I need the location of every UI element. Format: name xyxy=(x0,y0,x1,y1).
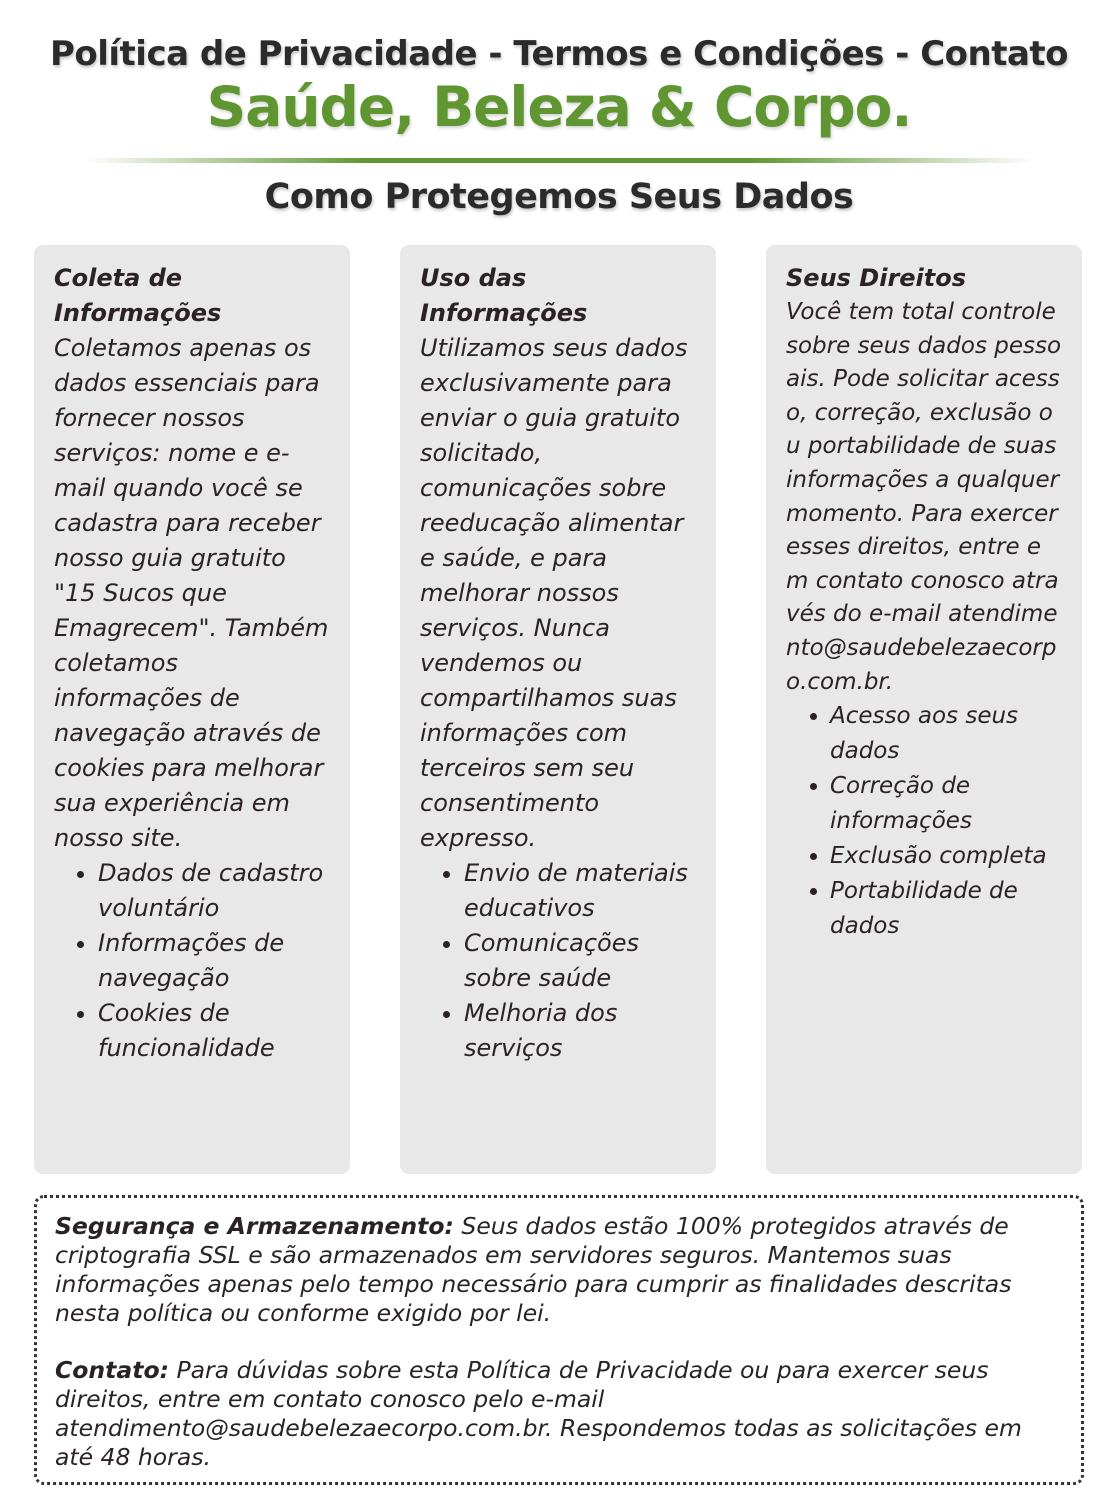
card-title: Coleta de Informações xyxy=(54,264,222,327)
list-item: • Cookies de funcionalidade xyxy=(98,996,330,1066)
card-title: Seus Direitos xyxy=(786,264,967,292)
card-body: Você tem total controle sobre seus dados pessoais. Pode solicitar acesso, correção, exclusão ou portabilidade de suas informações a qualquer momento. Para exercer esses direitos, entre em contato conosco através do e-mail atendimento@saudebelezaecorpo.com.br. xyxy=(786,299,1062,695)
top-nav-title: Política de Privacidade - Termos e Condições - Contato xyxy=(49,34,1069,74)
card-usage xyxy=(400,245,716,1174)
card-title: Uso das Informações xyxy=(420,264,588,327)
security-label: Segurança e Armazenamento: xyxy=(55,1212,454,1240)
card-body: Utilizamos seus dados exclusivamente para enviar o guia gratuito solicitado, comunicações sobre reeducação alimentar e saúde, e para melhorar nossos serviços. Nunca vendemos ou compartilhamos suas informações com terceiros sem seu consentimento expresso. xyxy=(420,334,688,852)
card-list xyxy=(54,856,330,1066)
card-collection xyxy=(34,245,350,1174)
divider-line xyxy=(84,158,1034,163)
list-item: • Correção de informações xyxy=(830,769,1062,839)
security-text: Seus dados estão 100% protegidos através de criptografia SSL e são armazenados em servidores seguros. Mantemos suas informações apenas pelo tempo necessário para cumprir as finalidades descritas nesta política ou conforme exigido por lei. xyxy=(55,1212,1012,1327)
card-list xyxy=(420,856,696,1066)
card-rights xyxy=(766,245,1082,1174)
page-header xyxy=(0,0,1118,217)
section-title: Como Protegemos Seus Dados xyxy=(264,177,854,217)
contact-text: Para dúvidas sobre esta Política de Privacidade ou para exercer seus direitos, entre em contato conosco pelo e-mail atendimento@saudebelezaecorpo.com.br. Respondemos todas as solicitações em até 48 horas. xyxy=(55,1356,1022,1471)
list-item: • Dados de cadastro voluntário xyxy=(98,856,330,926)
list-item: • Envio de materiais educativos xyxy=(464,856,696,926)
list-item: • Comunicações sobre saúde xyxy=(464,926,696,996)
contact-label: Contato: xyxy=(55,1356,169,1384)
list-item: • Portabilidade de dados xyxy=(830,874,1062,944)
card-body: Coletamos apenas os dados essenciais para fornecer nossos serviços: nome e e-mail quando você se cadastra para receber nosso guia gratuito "15 Sucos que Emagrecem". Também coletamos informações de navegação através de cookies para melhorar sua experiência em nosso site. xyxy=(54,334,329,852)
card-list xyxy=(786,699,1062,944)
contact-paragraph xyxy=(55,1356,1063,1472)
info-cards xyxy=(34,245,1082,1174)
brand-name: Saúde, Beleza & Corpo. xyxy=(206,75,912,139)
list-item: • Melhoria dos serviços xyxy=(464,996,696,1066)
list-item: • Informações de navegação xyxy=(98,926,330,996)
security-paragraph xyxy=(55,1212,1063,1328)
notice-box xyxy=(34,1195,1084,1485)
list-item: • Acesso aos seus dados xyxy=(830,699,1062,769)
list-item: • Exclusão completa xyxy=(830,839,1062,874)
